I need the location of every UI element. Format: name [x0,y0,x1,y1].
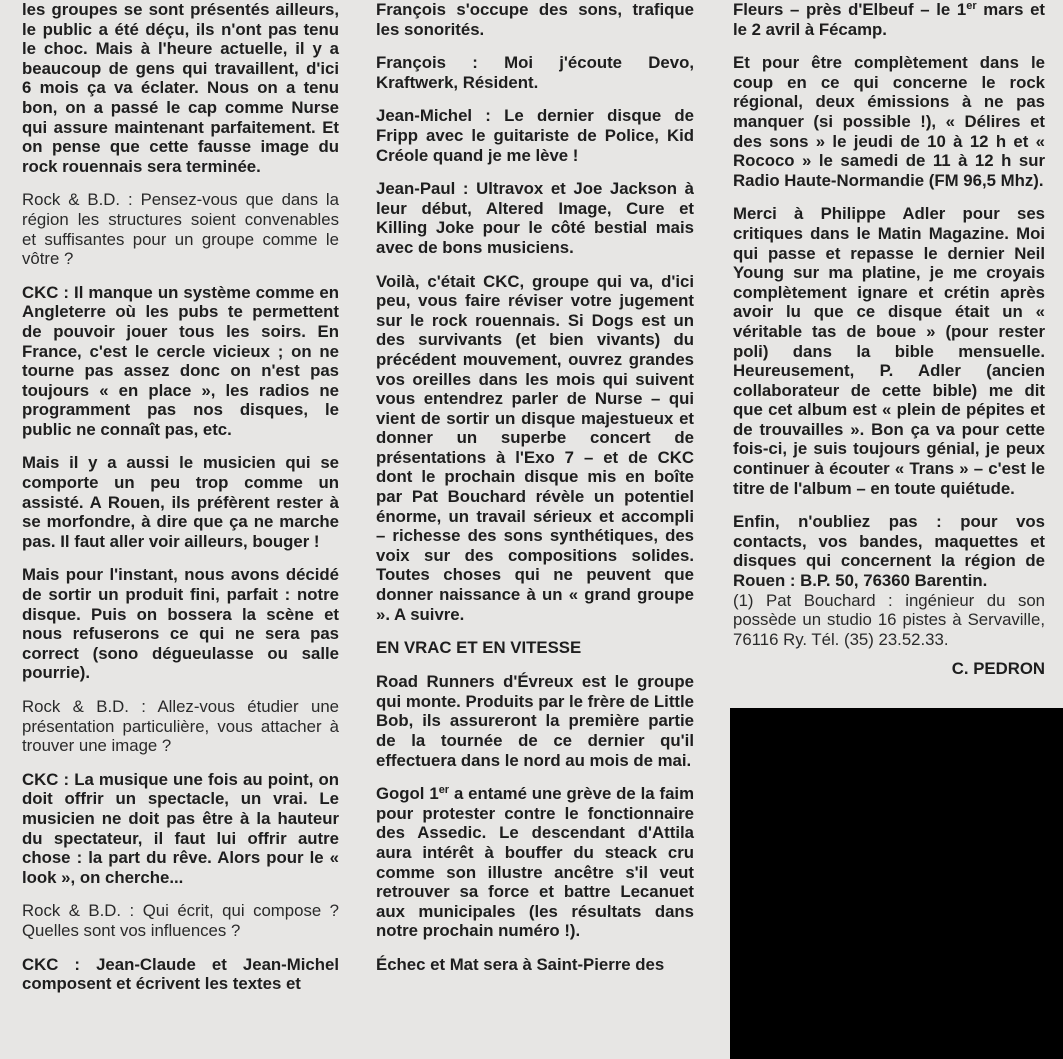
text-run: Gogol 1 [376,784,439,804]
interview-question: Rock & B.D. : Pensez-vous que dans la région les structures soient convenables et suffisantes pour un groupe comme le vôtre ? [22,190,339,269]
interview-answer: CKC : La musique une fois au point, on doit offrir un spectacle, un vrai. Le musicien ne doit pas être à la hauteur du spectateur, il faut lui offrir autre chose : la part du rêve. Alors pour le « look », on cherche... [22,769,339,887]
paragraph: Mais il y a aussi le musicien qui se comporte un peu trop comme un assisté. A Rouen, ils préfèrent rester à se morfondre, à dire que ça ne marche pas. Il faut aller voir ailleurs, bouger ! [22,453,339,551]
column-1 [22,0,339,1008]
interview-answer: CKC : Il manque un système comme en Angleterre où les pubs te permettent de pouvoir jouer tous les soirs. En France, c'est le cercle vicieux ; on ne tourne pas assez donc on n'est pas toujours « en place », les radios ne programment pas nos disques, le public ne connaît pas, etc. [22,282,339,439]
paragraph: les groupes se sont présentés ailleurs, le public a été déçu, ils n'ont pas tenu le choc. Mais à l'heure actuelle, il y a beaucoup de gens qui travaillent, d'ici 6 mois ça va éclater. Nous on a tenu bon, on a passé le cap comme Nurse qui assure maintenant parfaitement. Et on pense que cette fausse image du rock rouennais sera terminée. [22,0,339,176]
paragraph: Jean-Paul : Ultravox et Joe Jackson à leur début, Altered Image, Cure et Killing Joke pour le côté bestial mais avec de bons musiciens. [376,179,694,257]
text-run: mars et le 2 avril à Fécamp. [733,0,1046,39]
column-3 [733,0,1045,679]
paragraph: Mais pour l'instant, nous avons décidé de sortir un produit fini, parfait : notre disque. Puis on bossera la scène et nous refuserons ce qui ne sera pas correct (sono dégueulasse ou salle pourrie). [22,565,339,683]
paragraph: Merci à Philippe Adler pour ses critiques dans le Matin Magazine. Moi qui passe et repasse le dernier Neil Young sur ma platine, je me croyais complètement ignare et crétin après avoir lu que ce disque était un « véritable tas de boue » (pour rester poli) dans la bible mensuelle. Heureusement, P. Adler (ancien collaborateur de cette bible) me dit que cet album est « plein de pépites et de trouvailles ». Bon ça va pour cette fois-ci, je suis toujours génial, je peux continuer à écouter « Trans » – c'est le titre de l'album – en toute quiétude. [733,204,1045,498]
column-2 [376,0,694,989]
paragraph: Échec et Mat sera à Saint-Pierre des [376,954,665,974]
paragraph: Enfin, n'oubliez pas : pour vos contacts, vos bandes, maquettes et disques qui concernent la région de Rouen : B.P. 50, 76360 Barentin. [733,512,1045,591]
superscript: er [438,784,450,797]
paragraph [733,0,1045,39]
paragraph: Voilà, c'était CKC, groupe qui va, d'ici peu, vous faire réviser votre jugement sur le rock rouennais. Si Dogs est un des survivants (et bien vivants) du précédent mouvement, ouvrez grandes vos oreilles dans les mois qui suivent vous entendrez parler de Nurse – qui vient de sortir un disque majestueux et donner un superbe concert de présentations à l'Exo 7 – et de CKC dont le prochain disque mis en boîte par Pat Bouchard révèle un potentiel énorme, un travail sérieux et accompli – richesse des sons synthétiques, des voix sur des compositions solides. Toutes choses qui ne peuvent que donner naissance à un « grand groupe ». A suivre. [376,271,694,624]
redacted-area [730,708,1063,1059]
paragraph: François : Moi j'écoute Devo, Kraftwerk, Résident. [376,53,694,92]
section-heading: EN VRAC ET EN VITESSE [376,638,582,658]
text-run: Fleurs – près d'Elbeuf – le 1 [733,0,967,19]
superscript: er [966,0,977,12]
paragraph: Jean-Michel : Le dernier disque de Fripp avec le guitariste de Police, Kid Créole quand je me lève ! [376,106,694,165]
footnote: (1) Pat Bouchard : ingénieur du son possède un studio 16 pistes à Servaville, 76116 Ry. Tél. (35) 23.52.33. [733,590,1045,649]
interview-answer: CKC : Jean-Claude et Jean-Michel composent et écrivent les textes et [22,954,339,994]
paragraph [376,784,694,941]
text-run: a entamé une grève de la faim pour protester contre le fonctionnaire des Assedic. Le descendant d'Attila aura intérêt à bouffer du steack cru comme son illustre ancêtre s'il veut retrouver sa force et battre Lecanuet aux municipales (les résultats dans notre prochain numéro !). [376,784,694,941]
paragraph: François s'occupe des sons, trafique les sonorités. [376,0,694,39]
paragraph: Et pour être complètement dans le coup en ce qui concerne le rock régional, deux émissions à ne pas manquer (si possible !), « Délires et des sons » le jeudi de 10 à 12 h et « Rococo » le samedi de 11 à 12 h sur Radio Haute-Normandie (FM 96,5 Mhz). [733,53,1045,190]
author-signature: C. PEDRON [951,659,1045,679]
interview-question: Rock & B.D. : Qui écrit, qui compose ? Quelles sont vos influences ? [22,901,339,940]
paragraph: Road Runners d'Évreux est le groupe qui monte. Produits par le frère de Little Bob, ils assureront la première partie de la tournée de ce dernier qu'il effectuera dans le nord au mois de mai. [376,672,694,770]
interview-question: Rock & B.D. : Allez-vous étudier une présentation particulière, vous attacher à trouver une image ? [22,697,339,756]
